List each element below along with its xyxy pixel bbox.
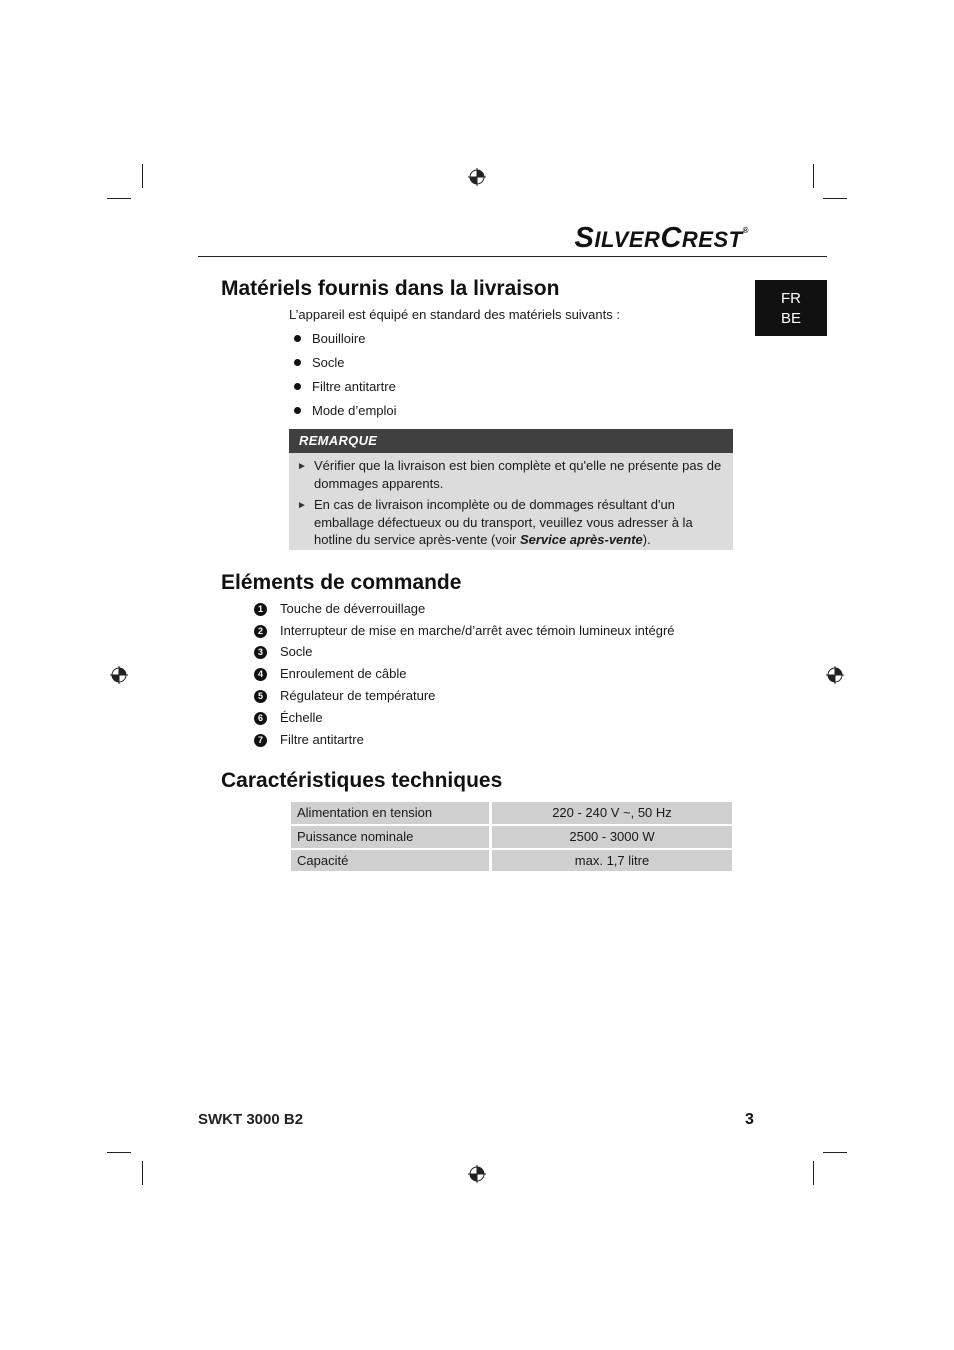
crop-mark [813, 164, 814, 188]
number-badge-icon: 2 [254, 625, 267, 638]
control-item: Enroulement de câble [280, 666, 407, 681]
control-item: Socle [280, 644, 313, 659]
bullet-icon [294, 359, 301, 366]
bullet-icon [294, 407, 301, 414]
remark-item: En cas de livraison incomplète ou de dommages résultant d'un emballage défectueux ou du transport, veuillez vous adresser à la hotline du service après-vente (voir Service après-vente). [314, 497, 693, 547]
spec-value: 220 - 240 V ~, 50 Hz [492, 802, 732, 824]
section-title-controls: Eléments de commande [221, 571, 462, 594]
number-badge-icon: 3 [254, 646, 267, 659]
list-item: Mode d’emploi [312, 403, 397, 418]
arrow-right-icon: ► [297, 500, 307, 511]
list-item: Socle [312, 355, 345, 370]
number-badge-icon: 4 [254, 668, 267, 681]
number-badge-icon: 1 [254, 603, 267, 616]
registration-mark-icon [110, 666, 128, 684]
list-item: Filtre antitartre [312, 379, 396, 394]
crop-mark [142, 164, 143, 188]
language-tab [755, 280, 827, 336]
spec-value: 2500 - 3000 W [492, 826, 732, 848]
silvercrest-logo: SILVERCREST® [574, 222, 749, 254]
control-item: Touche de déverrouillage [280, 601, 426, 616]
spec-label: Capacité [291, 850, 489, 871]
control-item: Régulateur de température [280, 688, 436, 703]
registration-mark-icon [826, 666, 844, 684]
control-item: Échelle [280, 710, 323, 725]
section-title-delivery: Matériels fournis dans la livraison [221, 277, 560, 300]
model-number: SWKT 3000 B2 [198, 1111, 304, 1128]
registration-mark-icon [468, 168, 486, 186]
crop-mark [823, 198, 847, 199]
control-item: Filtre antitartre [280, 732, 364, 747]
number-badge-icon: 5 [254, 690, 267, 703]
crop-mark [107, 1152, 131, 1153]
spec-label: Puissance nominale [291, 826, 489, 848]
language-code-fr: FR [781, 290, 801, 307]
section-title-specs: Caractéristiques techniques [221, 769, 503, 792]
language-code-be: BE [780, 310, 801, 327]
control-item: Interrupteur de mise en marche/d’arrêt avec témoin lumineux intégré [280, 623, 675, 638]
header-rule [198, 256, 827, 257]
page-number: 3 [745, 1111, 754, 1128]
bullet-icon [294, 383, 301, 390]
spec-value: max. 1,7 litre [492, 850, 732, 871]
list-item: Bouilloire [312, 331, 366, 346]
remark-title: REMARQUE [299, 433, 378, 448]
arrow-right-icon: ► [297, 461, 307, 472]
number-badge-icon: 7 [254, 734, 267, 747]
spec-label: Alimentation en tension [291, 802, 489, 824]
crop-mark [813, 1161, 814, 1185]
crop-mark [142, 1161, 143, 1185]
bullet-icon [294, 335, 301, 342]
crop-mark [823, 1152, 847, 1153]
registration-mark-icon [468, 1165, 486, 1183]
remark-item: Vérifier que la livraison est bien complète et qu'elle ne présente pas de dommages apparents. [314, 458, 722, 491]
delivery-intro: L’appareil est équipé en standard des matériels suivants : [289, 307, 620, 322]
crop-mark [107, 198, 131, 199]
number-badge-icon: 6 [254, 712, 267, 725]
